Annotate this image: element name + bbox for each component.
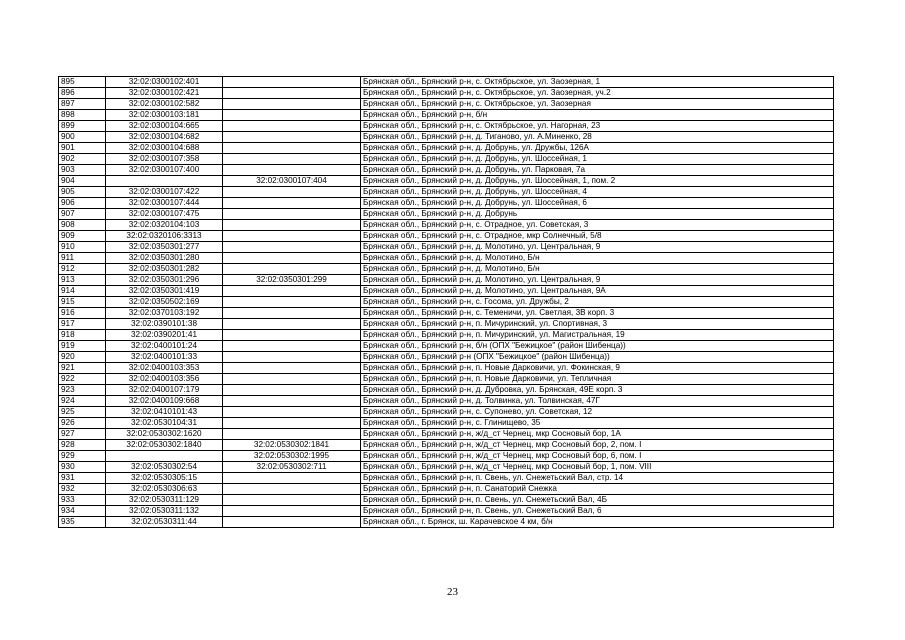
table-row (59, 198, 834, 209)
related-cadastral-number-cell (223, 297, 361, 308)
row-number-cell: 926 (59, 418, 106, 429)
table-row (59, 429, 834, 440)
address-cell: Брянская обл., Брянский р-н, ж/д_ст Чернец, мкр Сосновый бор, 1А (361, 429, 834, 440)
row-number-cell: 909 (59, 231, 106, 242)
row-number-cell: 933 (59, 495, 106, 506)
related-cadastral-number-cell (223, 187, 361, 198)
cadastral-number-cell: 32:02:0300104:665 (106, 121, 223, 132)
address-cell: Брянская обл., Брянский р-н, д. Тиганово, ул. А.Миненко, 28 (361, 132, 834, 143)
related-cadastral-number-cell: 32:02:0300107:404 (223, 176, 361, 187)
row-number-cell: 929 (59, 451, 106, 462)
table-row (59, 220, 834, 231)
table-row (59, 440, 834, 451)
table-row (59, 121, 834, 132)
table-row (59, 396, 834, 407)
related-cadastral-number-cell (223, 209, 361, 220)
table-row (59, 253, 834, 264)
related-cadastral-number-cell (223, 407, 361, 418)
address-cell: Брянская обл., Брянский р-н, п. Свень, ул. Снежетьский Вал, 4Б (361, 495, 834, 506)
row-number-cell: 912 (59, 264, 106, 275)
address-cell: Брянская обл., Брянский р-н, п. Свень, ул. Снежетьский Вал, 6 (361, 506, 834, 517)
row-number-cell: 911 (59, 253, 106, 264)
related-cadastral-number-cell (223, 484, 361, 495)
cadastral-number-cell: 32:02:0530302:54 (106, 462, 223, 473)
cadastral-number-cell: 32:02:0530311:132 (106, 506, 223, 517)
row-number-cell: 921 (59, 363, 106, 374)
related-cadastral-number-cell (223, 110, 361, 121)
cadastral-number-cell: 32:02:0370103:192 (106, 308, 223, 319)
address-cell: Брянская обл., Брянский р-н, п. Санаторий Снежка (361, 484, 834, 495)
cadastral-number-cell: 32:02:0300102:421 (106, 88, 223, 99)
related-cadastral-number-cell (223, 220, 361, 231)
cadastral-number-cell: 32:02:0300103:181 (106, 110, 223, 121)
cadastral-number-cell: 32:02:0350301:282 (106, 264, 223, 275)
address-cell: Брянская обл., Брянский р-н (ОПХ "Бежицкое" (район Шибенца)) (361, 352, 834, 363)
row-number-cell: 910 (59, 242, 106, 253)
address-cell: Брянская обл., Брянский р-н, с. Отрадное, ул. Советская, 3 (361, 220, 834, 231)
related-cadastral-number-cell (223, 231, 361, 242)
related-cadastral-number-cell (223, 264, 361, 275)
cadastral-number-cell: 32:02:0300107:422 (106, 187, 223, 198)
address-cell: Брянская обл., Брянский р-н, с. Октябрьское, ул. Нагорная, 23 (361, 121, 834, 132)
row-number-cell: 920 (59, 352, 106, 363)
table-row (59, 176, 834, 187)
cadastral-number-cell: 32:02:0530104:31 (106, 418, 223, 429)
address-cell: Брянская обл., Брянский р-н, с. Октябрьское, ул. Заозерная, уч.2 (361, 88, 834, 99)
table-row (59, 407, 834, 418)
cadastral-number-cell: 32:02:0300107:475 (106, 209, 223, 220)
row-number-cell: 905 (59, 187, 106, 198)
table-row (59, 374, 834, 385)
address-cell: Брянская обл., Брянский р-н, с. Октябрьское, ул. Заозерная, 1 (361, 77, 834, 88)
cadastral-number-cell: 32:02:0400101:33 (106, 352, 223, 363)
row-number-cell: 895 (59, 77, 106, 88)
table-row (59, 297, 834, 308)
table-row (59, 264, 834, 275)
row-number-cell: 907 (59, 209, 106, 220)
address-cell: Брянская обл., Брянский р-н, ж/д_ст Чернец, мкр Сосновый бор, 2, пом. I (361, 440, 834, 451)
table-row (59, 99, 834, 110)
address-cell: Брянская обл., Брянский р-н, п. Мичуринский, ул. Магистральная, 19 (361, 330, 834, 341)
related-cadastral-number-cell (223, 517, 361, 528)
address-cell: Брянская обл., Брянский р-н, д. Молотино, ул. Центральная, 9 (361, 275, 834, 286)
address-cell: Брянская обл., Брянский р-н, б/н (361, 110, 834, 121)
address-cell: Брянская обл., Брянский р-н, д. Добрунь, ул. Шоссейная, 1 (361, 154, 834, 165)
row-number-cell: 906 (59, 198, 106, 209)
cadastral-number-cell: 32:02:0350301:280 (106, 253, 223, 264)
row-number-cell: 899 (59, 121, 106, 132)
related-cadastral-number-cell (223, 286, 361, 297)
related-cadastral-number-cell (223, 77, 361, 88)
related-cadastral-number-cell (223, 132, 361, 143)
related-cadastral-number-cell (223, 253, 361, 264)
table-row (59, 363, 834, 374)
address-cell: Брянская обл., Брянский р-н, п. Свень, ул. Снежетьский Вал, стр. 14 (361, 473, 834, 484)
related-cadastral-number-cell (223, 308, 361, 319)
cadastral-number-cell: 32:02:0300102:582 (106, 99, 223, 110)
table-row (59, 462, 834, 473)
address-cell: Брянская обл., Брянский р-н, д. Добрунь, ул. Парковая, 7а (361, 165, 834, 176)
address-cell: Брянская обл., Брянский р-н, д. Молотино, ул. Центральная, 9 (361, 242, 834, 253)
related-cadastral-number-cell (223, 198, 361, 209)
cadastral-number-cell: 32:02:0530311:44 (106, 517, 223, 528)
cadastral-number-cell: 32:02:0410101:43 (106, 407, 223, 418)
table-row (59, 330, 834, 341)
address-cell: Брянская обл., Брянский р-н, с. Глинищево, 35 (361, 418, 834, 429)
row-number-cell: 932 (59, 484, 106, 495)
related-cadastral-number-cell (223, 319, 361, 330)
row-number-cell: 934 (59, 506, 106, 517)
related-cadastral-number-cell (223, 154, 361, 165)
row-number-cell: 914 (59, 286, 106, 297)
cadastral-number-cell: 32:02:0400101:24 (106, 341, 223, 352)
page-number: 23 (447, 586, 458, 598)
address-cell: Брянская обл., Брянский р-н, с. Октябрьское, ул. Заозерная (361, 99, 834, 110)
related-cadastral-number-cell (223, 330, 361, 341)
table-row (59, 143, 834, 154)
table-row (59, 154, 834, 165)
row-number-cell: 918 (59, 330, 106, 341)
table-row (59, 517, 834, 528)
row-number-cell: 913 (59, 275, 106, 286)
related-cadastral-number-cell (223, 473, 361, 484)
cadastral-number-cell: 32:02:0530302:1620 (106, 429, 223, 440)
property-register-table (58, 76, 834, 528)
related-cadastral-number-cell: 32:02:0530302:1841 (223, 440, 361, 451)
table-row (59, 341, 834, 352)
related-cadastral-number-cell (223, 506, 361, 517)
address-cell: Брянская обл., Брянский р-н, с. Супонево, ул. Советская, 12 (361, 407, 834, 418)
register-table-body (59, 77, 834, 528)
row-number-cell: 925 (59, 407, 106, 418)
cadastral-number-cell: 32:02:0400107:179 (106, 385, 223, 396)
address-cell: Брянская обл., г. Брянск, ш. Карачевское 4 км, б/н (361, 517, 834, 528)
cadastral-number-cell: 32:02:0300104:682 (106, 132, 223, 143)
address-cell: Брянская обл., Брянский р-н, п. Новые Дарковичи, ул. Фокинская, 9 (361, 363, 834, 374)
table-row (59, 242, 834, 253)
table-row (59, 451, 834, 462)
cadastral-number-cell: 32:02:0300102:401 (106, 77, 223, 88)
related-cadastral-number-cell (223, 352, 361, 363)
cadastral-number-cell: 32:02:0300107:444 (106, 198, 223, 209)
table-row (59, 165, 834, 176)
row-number-cell: 902 (59, 154, 106, 165)
row-number-cell: 904 (59, 176, 106, 187)
related-cadastral-number-cell (223, 385, 361, 396)
row-number-cell: 927 (59, 429, 106, 440)
cadastral-number-cell: 32:02:0530302:1840 (106, 440, 223, 451)
cadastral-number-cell: 32:02:0350301:419 (106, 286, 223, 297)
table-row (59, 495, 834, 506)
related-cadastral-number-cell (223, 429, 361, 440)
address-cell: Брянская обл., Брянский р-н, д. Добрунь, ул. Шоссейная, 1, пом. 2 (361, 176, 834, 187)
row-number-cell: 923 (59, 385, 106, 396)
address-cell: Брянская обл., Брянский р-н, д. Добрунь, ул. Дружбы, 126А (361, 143, 834, 154)
table-row (59, 506, 834, 517)
row-number-cell: 917 (59, 319, 106, 330)
cadastral-number-cell: 32:02:0390101:38 (106, 319, 223, 330)
cadastral-number-cell: 32:02:0350502:169 (106, 297, 223, 308)
address-cell: Брянская обл., Брянский р-н, д. Молотино, Б/н (361, 253, 834, 264)
cadastral-number-cell: 32:02:0530305:15 (106, 473, 223, 484)
table-row (59, 352, 834, 363)
cadastral-number-cell: 32:02:0320106:3313 (106, 231, 223, 242)
address-cell: Брянская обл., Брянский р-н, п. Мичуринский, ул. Спортивная, 3 (361, 319, 834, 330)
related-cadastral-number-cell: 32:02:0350301:299 (223, 275, 361, 286)
row-number-cell: 915 (59, 297, 106, 308)
address-cell: Брянская обл., Брянский р-н, д. Добрунь, ул. Шоссейная, 4 (361, 187, 834, 198)
cadastral-number-cell: 32:02:0300107:400 (106, 165, 223, 176)
address-cell: Брянская обл., Брянский р-н, д. Толвинка, ул. Толвинская, 47Г (361, 396, 834, 407)
table-row (59, 473, 834, 484)
row-number-cell: 930 (59, 462, 106, 473)
row-number-cell: 900 (59, 132, 106, 143)
row-number-cell: 898 (59, 110, 106, 121)
row-number-cell: 903 (59, 165, 106, 176)
cadastral-number-cell: 32:02:0530311:129 (106, 495, 223, 506)
cadastral-number-cell: 32:02:0300104:688 (106, 143, 223, 154)
table-row (59, 187, 834, 198)
row-number-cell: 896 (59, 88, 106, 99)
table-row (59, 209, 834, 220)
cadastral-number-cell: 32:02:0350301:277 (106, 242, 223, 253)
cadastral-number-cell (106, 176, 223, 187)
address-cell: Брянская обл., Брянский р-н, б/н (ОПХ "Бежицкое" (район Шибенца)) (361, 341, 834, 352)
table-row (59, 231, 834, 242)
cadastral-number-cell: 32:02:0320104:103 (106, 220, 223, 231)
row-number-cell: 916 (59, 308, 106, 319)
cadastral-number-cell (106, 451, 223, 462)
related-cadastral-number-cell (223, 418, 361, 429)
row-number-cell: 928 (59, 440, 106, 451)
related-cadastral-number-cell (223, 495, 361, 506)
cadastral-number-cell: 32:02:0400103:356 (106, 374, 223, 385)
related-cadastral-number-cell (223, 363, 361, 374)
related-cadastral-number-cell (223, 242, 361, 253)
cadastral-number-cell: 32:02:0400109:668 (106, 396, 223, 407)
address-cell: Брянская обл., Брянский р-н, ж/д_ст Чернец, мкр Сосновый бор, 1, пом. VIII (361, 462, 834, 473)
cadastral-number-cell: 32:02:0350301:296 (106, 275, 223, 286)
related-cadastral-number-cell: 32:02:0530302:711 (223, 462, 361, 473)
related-cadastral-number-cell (223, 341, 361, 352)
table-row (59, 319, 834, 330)
table-row (59, 385, 834, 396)
row-number-cell: 919 (59, 341, 106, 352)
row-number-cell: 935 (59, 517, 106, 528)
related-cadastral-number-cell (223, 121, 361, 132)
address-cell: Брянская обл., Брянский р-н, с. Отрадное, мкр Солнечный, 5/8 (361, 231, 834, 242)
related-cadastral-number-cell (223, 396, 361, 407)
address-cell: Брянская обл., Брянский р-н, д. Молотино, Б/н (361, 264, 834, 275)
cadastral-number-cell: 32:02:0400103:353 (106, 363, 223, 374)
table-row (59, 484, 834, 495)
row-number-cell: 897 (59, 99, 106, 110)
row-number-cell: 908 (59, 220, 106, 231)
related-cadastral-number-cell (223, 88, 361, 99)
address-cell: Брянская обл., Брянский р-н, д. Молотино, ул. Центральная, 9А (361, 286, 834, 297)
address-cell: Брянская обл., Брянский р-н, п. Новые Дарковичи, ул. Тепличная (361, 374, 834, 385)
address-cell: Брянская обл., Брянский р-н, ж/д_ст Чернец, мкр Сосновый бор, 6, пом. I (361, 451, 834, 462)
row-number-cell: 922 (59, 374, 106, 385)
related-cadastral-number-cell: 32:02:0530302:1995 (223, 451, 361, 462)
address-cell: Брянская обл., Брянский р-н, с. Госома, ул. Дружбы, 2 (361, 297, 834, 308)
table-row (59, 308, 834, 319)
cadastral-number-cell: 32:02:0390201:41 (106, 330, 223, 341)
row-number-cell: 931 (59, 473, 106, 484)
table-row (59, 418, 834, 429)
table-row (59, 132, 834, 143)
address-cell: Брянская обл., Брянский р-н, д. Добрунь, ул. Шоссейная, 6 (361, 198, 834, 209)
address-cell: Брянская обл., Брянский р-н, д. Добрунь (361, 209, 834, 220)
cadastral-number-cell: 32:02:0530306:63 (106, 484, 223, 495)
related-cadastral-number-cell (223, 99, 361, 110)
address-cell: Брянская обл., Брянский р-н, с. Теменичи, ул. Светлая, 3В корп. 3 (361, 308, 834, 319)
related-cadastral-number-cell (223, 165, 361, 176)
row-number-cell: 901 (59, 143, 106, 154)
table-row (59, 286, 834, 297)
row-number-cell: 924 (59, 396, 106, 407)
related-cadastral-number-cell (223, 143, 361, 154)
table-row (59, 275, 834, 286)
related-cadastral-number-cell (223, 374, 361, 385)
table-row (59, 88, 834, 99)
table-row (59, 110, 834, 121)
address-cell: Брянская обл., Брянский р-н, д. Дубровка, ул. Брянская, 49Е корп. 3 (361, 385, 834, 396)
cadastral-number-cell: 32:02:0300107:358 (106, 154, 223, 165)
table-row (59, 77, 834, 88)
